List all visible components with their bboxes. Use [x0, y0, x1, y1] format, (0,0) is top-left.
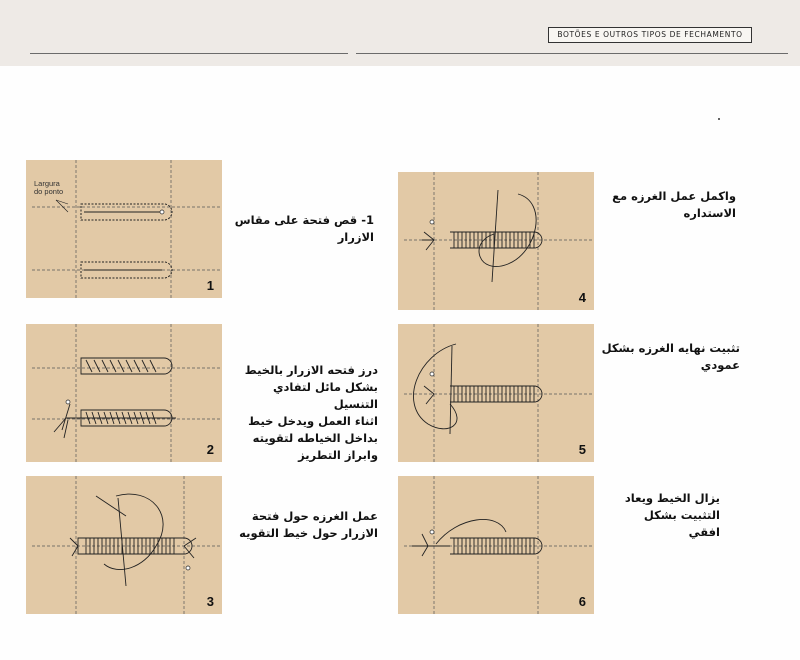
caption-step-2 [226, 362, 378, 464]
caption-step-6 [610, 490, 720, 541]
stitch-width-label: Largura [34, 179, 60, 188]
caption-step-4 [604, 188, 736, 222]
caption-line: الازرار [337, 230, 374, 244]
caption-step-3 [226, 508, 378, 542]
step-number: 1 [206, 278, 214, 293]
step-4-illustration [398, 172, 594, 310]
step-5-illustration [398, 324, 594, 462]
step-6-illustration [398, 476, 594, 614]
caption-line: تثبيت نهايه الغرزه بشكل [601, 341, 740, 355]
caption-line: اثناء العمل ويدخل خيط [248, 414, 378, 428]
caption-line: يزال الخيط ويعاد [624, 491, 720, 505]
step-3-illustration [26, 476, 222, 614]
caption-step-1 [226, 212, 374, 246]
step-1-illustration [26, 160, 222, 298]
header-rule-left [30, 53, 348, 54]
caption-line: الازرار حول خيط التقويه [239, 526, 378, 540]
step-number: 2 [206, 442, 214, 457]
caption-line: التثبيت بشكل افقي [643, 508, 720, 539]
step-number: 3 [206, 594, 214, 609]
step-number: 4 [578, 290, 586, 305]
caption-line: بداخل الخياطه لتقويته [252, 431, 378, 445]
caption-line: واكمل عمل الغرزه مع [612, 189, 736, 203]
caption-line: بشكل مائل لتفادي التنسيل [272, 380, 378, 411]
caption-line: وابراز التطريز [298, 448, 378, 462]
step-2-illustration [26, 324, 222, 462]
section-title: BOTÕES E OUTROS TIPOS DE FECHAMENTO [548, 27, 752, 43]
step-number: 5 [578, 442, 586, 457]
page-mark [718, 118, 720, 120]
caption-line: عمل الغرزه حول فتحة [251, 509, 378, 523]
step-number: 6 [578, 594, 586, 609]
stitch-width-label-2: do ponto [34, 187, 64, 196]
header-rule-right [356, 53, 788, 54]
caption-line: 1- قص فتحة على مقاس [234, 213, 374, 227]
caption-line: الاستداره [683, 206, 736, 220]
caption-line: عمودي [700, 358, 740, 372]
caption-step-5 [600, 340, 740, 374]
caption-line: درز فتحه الازرار بالخيط [244, 363, 378, 377]
